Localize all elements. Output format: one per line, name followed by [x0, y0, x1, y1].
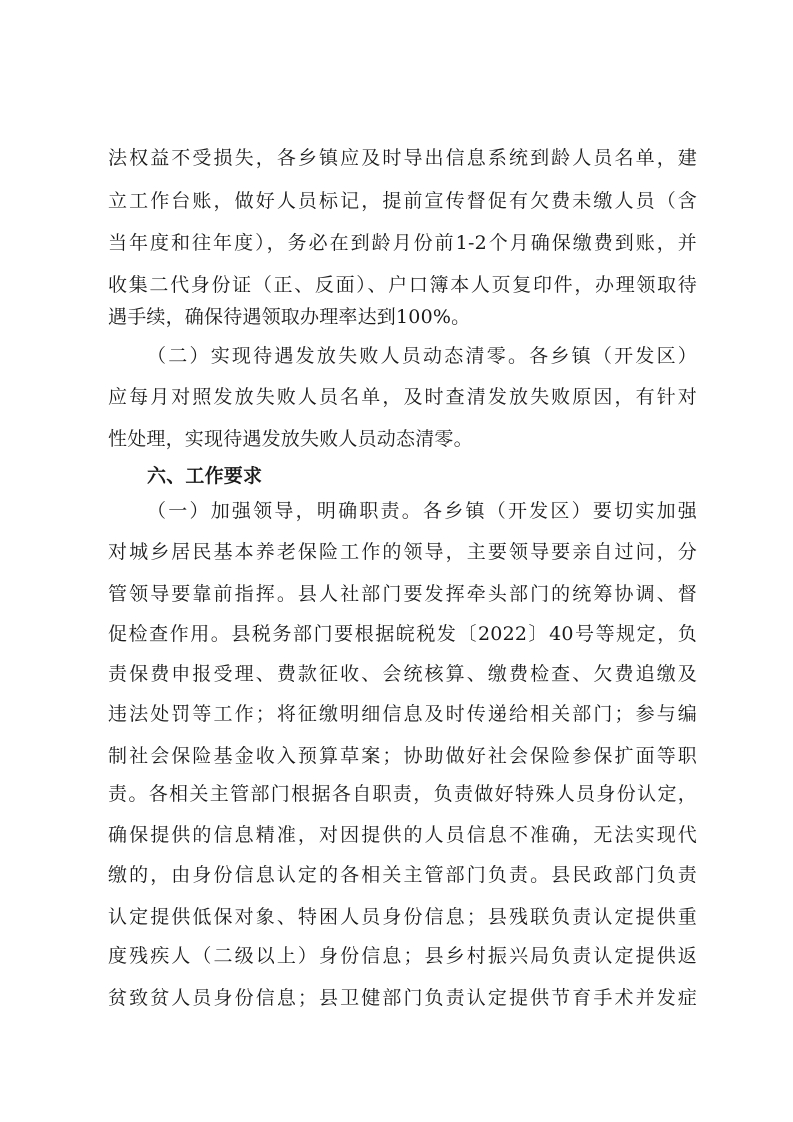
paragraph-line: （二）实现待遇发放失败人员动态清零。各乡镇（开发区） — [147, 345, 697, 367]
paragraph-line: 收集二代身份证（正、反面）、户口簿本人页复印件，办理领取待 — [108, 274, 697, 296]
paragraph-line: 管领导要靠前指挥。县人社部门要发挥牵头部门的统筹协调、督 — [108, 583, 697, 605]
paragraph-line: 对城乡居民基本养老保险工作的领导，主要领导要亲自过问，分 — [108, 541, 697, 563]
paragraph-line: 当年度和往年度），务必在到龄月份前1-2个月确保缴费到账，并 — [108, 232, 697, 254]
paragraph-line: 促检查作用。县税务部门要根据皖税发〔2022〕40号等规定，负 — [108, 623, 697, 645]
paragraph-line: 度残疾人（二级以上）身份信息；县乡村振兴局负责认定提供返 — [108, 945, 697, 967]
paragraph-line: 制社会保险基金收入预算草案；协助做好社会保险参保扩面等职 — [108, 745, 697, 767]
paragraph-line: 责。各相关主管部门根据各自职责，负责做好特殊人员身份认定， — [108, 783, 697, 805]
paragraph-line: 贫致贫人员身份信息；县卫健部门负责认定提供节育手术并发症 — [108, 987, 697, 1009]
paragraph-line: 认定提供低保对象、特困人员身份信息；县残联负责认定提供重 — [108, 906, 697, 928]
paragraph-line: 缴的，由身份信息认定的各相关主管部门负责。县民政部门负责 — [108, 864, 697, 886]
paragraph-line: 性处理，实现待遇发放失败人员动态清零。 — [108, 428, 473, 450]
paragraph-line: 应每月对照发放失败人员名单，及时查清发放失败原因，有针对 — [108, 386, 697, 408]
paragraph-line: 立工作台账，做好人员标记，提前宣传督促有欠费未缴人员（含 — [108, 190, 697, 212]
section-heading: 六、工作要求 — [147, 465, 263, 487]
paragraph-line: 法权益不受损失，各乡镇应及时导出信息系统到龄人员名单，建 — [108, 147, 697, 169]
paragraph-line: （一）加强领导，明确职责。各乡镇（开发区）要切实加强 — [147, 500, 697, 522]
paragraph-line: 确保提供的信息精准，对因提供的人员信息不准确，无法实现代 — [108, 824, 697, 846]
paragraph-line: 遇手续，确保待遇领取办理率达到100%。 — [108, 306, 471, 328]
paragraph-line: 责保费申报受理、费款征收、会统核算、缴费检查、欠费追缴及 — [108, 663, 697, 685]
paragraph-line: 违法处罚等工作；将征缴明细信息及时传递给相关部门；参与编 — [108, 703, 697, 725]
